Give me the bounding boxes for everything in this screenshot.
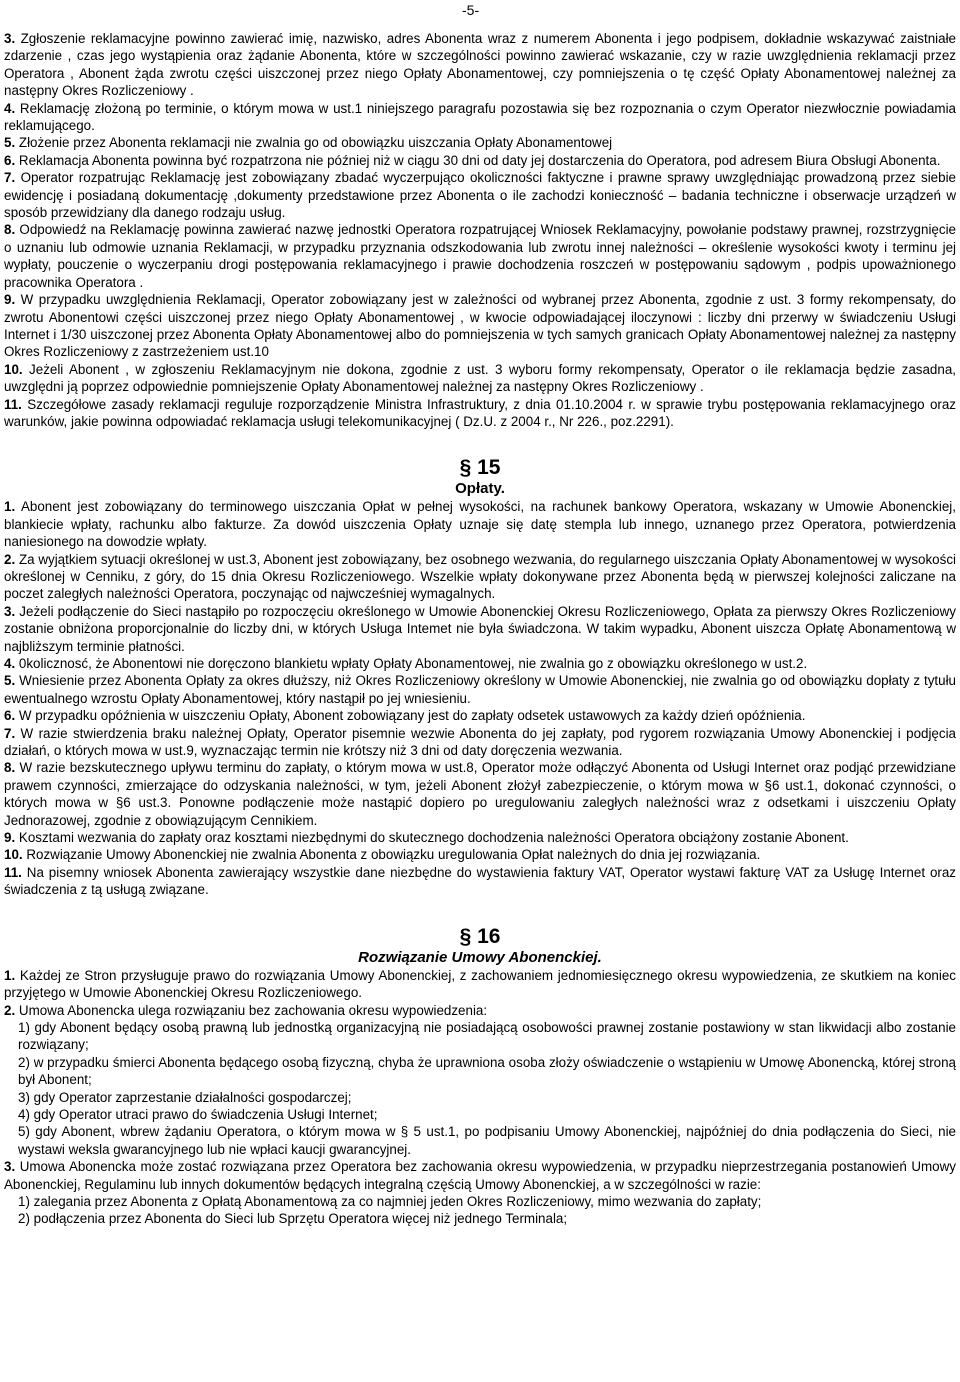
complaint-paragraph: 10. Jeżeli Abonent , w zgłoszeniu Reklamacyjnym nie dokona, zgodnie z ust. 3 wyboru formy rekompensaty, Operator o ile reklamacja będzie zasadna, uwzględni ją poprzez odpowiednie pomniejszenie Opłaty Abonamentowej należnej za następny Okres Rozliczeniowy . bbox=[4, 361, 956, 395]
fees-paragraph: 4. 0kolicznosć, że Abonentowi nie doręczono blankietu wpłaty Opłaty Abonamentowej, nie zwalnia go z obowiązku określonego w ust.2. bbox=[4, 656, 808, 671]
complaint-paragraph: 8. Odpowiedź na Reklamację powinna zawierać nazwę jednostki Operatora rozpatrującej Wniosek Reklamacyjny, powołanie podstawy prawnej, rozstrzygnięcie o uznaniu lub odmowie uznania Reklamacji, w przypadku przyznania odszkodowania lub zwrotu innej należności – określenie wysokości kwoty i terminu jej wypłaty, pouczenie o wyczerpaniu drogi postępowania reklamacyjnego i prawie dochodzenia roszczeń w postępowaniu sądowym , podpis upoważnionego pracownika Operatora . bbox=[4, 222, 956, 290]
fees-paragraph: 7. W razie stwierdzenia braku należnej Opłaty, Operator pisemnie wezwie Abonenta do jej zapłaty, pod rygorem rozwiązania Umowy Abonenckiej i podjęcia działań, o których mowa w ust.9, wyznaczając termin nie krótszy niż 3 dni od daty doręczenia wezwania. bbox=[4, 725, 956, 759]
section-16 bbox=[4, 925, 956, 1228]
section-number: § 16 bbox=[459, 924, 501, 948]
section-14-continuation bbox=[4, 30, 956, 430]
complaint-paragraph: 9. W przypadku uwzględnienia Reklamacji, Operator zobowiązany jest w zależności od wybranej przez Abonenta, zgodnie z ust. 3 formy rekompensaty, do zwrotu Abonentowi części uiszczonej przez niego Opłaty Abonamentowej , w kwocie odpowiadającej iloczynowi : liczby dni przerwy w świadczeniu Usługi Internet i 1/30 uiszczonej przez Abonenta Opłaty Abonamentowej albo do pomniejszenia w tych samych granicach Opłaty Abonamentowej należnej za następny Okres Rozliczeniowy z zastrzeżeniem ust.10 bbox=[4, 292, 956, 360]
section-title: Rozwiązanie Umowy Abonenckiej. bbox=[358, 948, 602, 966]
complaint-paragraph: 7. Operator rozpatrując Reklamację jest zobowiązany zbadać wyczerpująco okoliczności faktyczne i prawne sprawy uwzględniając prowadzoną przez siebie ewidencję i posiadaną dokumentację ,dokumenty przedstawione przez Abonenta o ile zachodzi konieczność – badania techniczne i obserwacje urządzeń w sposób przewidziany dla danego rodzaju usług. bbox=[4, 170, 956, 221]
list-item: 1) gdy Abonent będący osobą prawną lub jednostką organizacyjną nie posiadającą osobowości prawnej zostanie postawiony w stan likwidacji albo zostanie rozwiązany; bbox=[18, 1019, 956, 1053]
complaint-paragraph: 6. Reklamacja Abonenta powinna być rozpatrzona nie później niż w ciągu 30 dni od daty jej dostarczenia do Operatora, pod adresem Biura Obsługi Abonenta. bbox=[4, 152, 941, 168]
list-item: 2) podłączenia przez Abonenta do Sieci lub Sprzętu Operatora więcej niż jednego Terminala; bbox=[18, 1211, 568, 1227]
page-number: -5- bbox=[462, 2, 480, 18]
fees-paragraph: 1. Abonent jest zobowiązany do terminowego uiszczania Opłat w pełnej wysokości, na rachunek bankowy Operatora, wskazany w Umowie Abonenckiej, blankiecie wpłaty, rachunku albo fakturze. Za dowód uiszczenia Opłaty uznaje się datę stempla lub innego, uznanego przez Operatora, potwierdzenia naniesionego na dowodzie wpłaty. bbox=[4, 499, 956, 550]
section-title: Opłaty. bbox=[455, 480, 505, 498]
list-item: 1) zalegania przez Abonenta z Opłatą Abonamentową za co najmniej jeden Okres Rozliczeniowy, mimo wezwania do zapłaty; bbox=[18, 1193, 762, 1209]
fees-paragraph: 8. W razie bezskutecznego upływu terminu do zapłaty, o którym mowa w ust.8, Operator może odłączyć Abonenta od Usługi Internet oraz podjąć przewidziane prawem czynności, zmierzające do odzyskania należności, w tym, jeżeli Abonent złożył zabezpieczenie, o którym mowa w §6 ust.1, dokonać czynności, o których mowa w §6 ust.3. Ponowne podłączenie może nastąpić dopiero po uregulowaniu zaległych należności wraz z odsetkami i uiszczeniu Opłaty Jednorazowej, zgodnie z obowiązującym Cennikiem. bbox=[4, 760, 956, 828]
fees-paragraph: 9. Kosztami wezwania do zapłaty oraz kosztami niezbędnymi do skutecznego dochodzenia należności Operatora obciążony zostanie Abonent. bbox=[4, 830, 849, 846]
list-item: 3) gdy Operator zaprzestanie działalności gospodarczej; bbox=[18, 1089, 352, 1105]
list-item: 2) w przypadku śmierci Abonenta będącego osobą fizyczną, chyba że uprawniona osoba złoży oświadczenie o wstąpieniu w Umowę Abonencką, której stroną był Abonent; bbox=[18, 1054, 956, 1088]
list-item: 4) gdy Operator utraci prawo do świadczenia Usługi Internet; bbox=[18, 1106, 378, 1122]
complaint-paragraph: 11. Szczegółowe zasady reklamacji reguluje rozporządzenie Ministra Infrastruktury, z dnia 01.10.2004 r. w sprawie trybu postępowania reklamacyjnego oraz warunków, jakie powinna odpowiadać reklamacja usługi telekomunikacyjnej ( Dz.U. z 2004 r., Nr 226., poz.2291). bbox=[4, 396, 956, 429]
fees-paragraph: 6. W przypadku opóźnienia w uiszczeniu Opłaty, Abonent zobowiązany jest do zapłaty odsetek ustawowych za każdy dzień opóźnienia. bbox=[4, 708, 806, 724]
list-item: 5) gdy Abonent, wbrew żądaniu Operatora, o którym mowa w § 5 ust.1, po podpisaniu Umowy Abonenckiej, najpóźniej do dnia podłączenia do Sieci, nie wystawi weksla gwarancyjnego lub nie wpłaci kaucji gwarancyjnej. bbox=[18, 1124, 956, 1157]
complaint-paragraph: 5. Złożenie przez Abonenta reklamacji nie zwalnia go od obowiązku uiszczania Opłaty Abonamentowej bbox=[4, 135, 613, 151]
complaint-paragraph: 3. Zgłoszenie reklamacyjne powinno zawierać imię, nazwisko, adres Abonenta wraz z numerem Abonenta i jego podpisem, dokładnie wskazywać zaistniałe zdarzenie , czas jego wystąpienia oraz żądanie Abonenta, które w szczególności powinno zawierać wskazanie, czy w razie uwzględnienia reklamacji przez Operatora , Abonent żąda zwrotu części uiszczonej przez niego Opłaty Abonamentowej, czy pomniejszenia o tę część Opłaty Abonamentowej należnej za następny Okres Rozliczeniowy . bbox=[4, 31, 956, 99]
section-15 bbox=[4, 456, 956, 898]
termination-paragraph: 3. Umowa Abonencka może zostać rozwiązana przez Operatora bez zachowania okresu wypowiedzenia, w przypadku nieprzestrzegania postanowień Umowy Abonenckiej, Regulaminu lub innych dokumentów będących integralną częścią Umowy Abonenckiej, a w szczególności w razie: bbox=[4, 1159, 956, 1192]
complaint-paragraph: 4. Reklamację złożoną po terminie, o którym mowa w ust.1 niniejszego paragrafu pozostawia się bez rozpoznania o czym Operator niezwłocznie powiadamia reklamującego. bbox=[4, 100, 956, 134]
termination-paragraph: 1. Każdej ze Stron przysługuje prawo do rozwiązania Umowy Abonenckiej, z zachowaniem jednomiesięcznego okresu wypowiedzenia, ze skutkiem na koniec przyjętego w Umowie Abonenckiej Okresu Rozliczeniowego. bbox=[4, 967, 956, 1001]
fees-paragraph: 10. Rozwiązanie Umowy Abonenckiej nie zwalnia Abonenta z obowiązku uregulowania Opłat należnych do dnia jej rozwiązania. bbox=[4, 847, 761, 863]
fees-paragraph: 2. Za wyjątkiem sytuacji określonej w ust.3, Abonent jest zobowiązany, bez osobnego wezwania, do regularnego uiszczania Opłaty Abonamentowej w wysokości określonej w Cenniku, z góry, do 15 dnia Okresu Rozliczeniowego. Wszelkie wpłaty dokonywane przez Abonenta będą w pierwszej kolejności zaliczane na poczet zaległych należności Operatora, poczynając od najwcześniej wymagalnych. bbox=[4, 551, 956, 602]
section-number: § 15 bbox=[459, 456, 501, 480]
termination-paragraph: 2. Umowa Abonencka ulega rozwiązaniu bez zachowania okresu wypowiedzenia: bbox=[4, 1002, 488, 1018]
fees-paragraph: 3. Jeżeli podłączenie do Sieci nastąpiło po rozpoczęciu określonego w Umowie Abonenckiej Okresu Rozliczeniowego, Opłata za pierwszy Okres Rozliczeniowy zostanie obniżona proporcjonalnie do liczby dni, w których Usługa Intemet nie była świadczona. W takim wypadku, Abonent uiszcza Opłatę Abonamentową w najbliższym terminie płatności. bbox=[4, 603, 956, 654]
fees-paragraph: 11. Na pisemny wniosek Abonenta zawierający wszystkie dane niezbędne do wystawienia faktury VAT, Operator wystawi fakturę VAT za Usługę Internet oraz świadczenia z tą usługą związane. bbox=[4, 864, 956, 898]
fees-paragraph: 5. Wniesienie przez Abonenta Opłaty za okres dłuższy, niż Okres Rozliczeniowy określony w Umowie Abonenckiej, nie zwalnia go od obowiązku dopłaty z tytułu ewentualnego wzrostu Opłaty Abonamentowej, który nastąpił po jej wniesieniu. bbox=[4, 673, 956, 706]
